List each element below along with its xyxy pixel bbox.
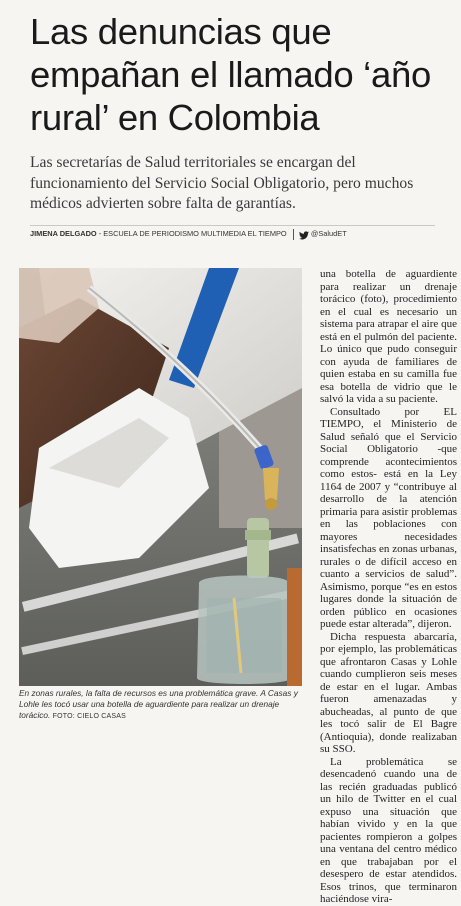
headline: Las denuncias que empañan el llamado ‘año rural’ en Colombia xyxy=(30,11,431,138)
caption-text: En zonas rurales, la falta de recursos es una problemática grave. A Casas y Lohle les tocó usar una botella de aguardiente para realizar un drenaje torácico. xyxy=(19,688,298,720)
article-paragraph: La problemática se desencadenó cuando una de las recién graduadas publicó un hilo de Twitter en el cual expuso una situación que habían vivido y en la que pacientes rompieron a golpes una ventana del centro médico en que trabajaban por el desespero de estar atendidos. Esos trinos, que terminaron haciéndose vira- xyxy=(320,755,457,905)
photo-credit: FOTO: CIELO CASAS xyxy=(52,713,126,720)
photo-hospital-bed-drain xyxy=(19,268,302,686)
byline xyxy=(30,225,435,241)
article-paragraph: Consultado por EL TIEMPO, el Ministerio de Salud señaló que el Servicio Social Obligatorio -que comprende acontecimientos como estos- está en la Ley 1164 de 2007 y “contribuye al desarrollo de la atención primaria para asistir problemas en las poblaciones con mayores necesidades insatisfechas en zonas urbanas, rurales o de difícil acceso en cuanto a servicios de salud”. Asimismo, porque “es en estos lugares donde la situación de orden público en ocasiones puede estar alterada”, dijeron. xyxy=(320,405,457,630)
article-paragraph: una botella de aguardiente para realizar un drenaje torácico (foto), procedimiento en el cual es necesario un sistema para atrapar el aire que está en el pulmón del paciente. Lo único que pudo conseguir con ayuda de familiares de quien estaba en su camilla fue esa botella de vidrio que le salvó la vida a su paciente. xyxy=(320,268,457,405)
author-name: JIMENA DELGADO xyxy=(30,229,97,238)
twitter-handle: @SaludET xyxy=(310,229,347,238)
twitter-icon xyxy=(299,230,309,239)
byline-divider xyxy=(293,229,294,240)
photo-caption xyxy=(19,688,304,722)
author-affiliation: - ESCUELA DE PERIODISMO MULTIMEDIA EL TIEMPO xyxy=(96,229,287,238)
article-photo xyxy=(19,268,302,686)
lead-paragraph: Las secretarías de Salud territoriales se encargan del funcionamiento del Servicio Social Obligatorio, pero muchos médicos advierten sobre falta de garantías. xyxy=(30,154,414,212)
article-paragraph: Dicha respuesta abarcaría, por ejemplo, las problemáticas que afrontaron Casas y Lohle cuando cumplieron seis meses de estar en el lugar. Ambas fueron amenazadas y abucheadas, al punto de que les tocó salir de El Bagre (Antioquia), donde realizaban su SSO. xyxy=(320,630,457,755)
article-column xyxy=(320,268,457,905)
